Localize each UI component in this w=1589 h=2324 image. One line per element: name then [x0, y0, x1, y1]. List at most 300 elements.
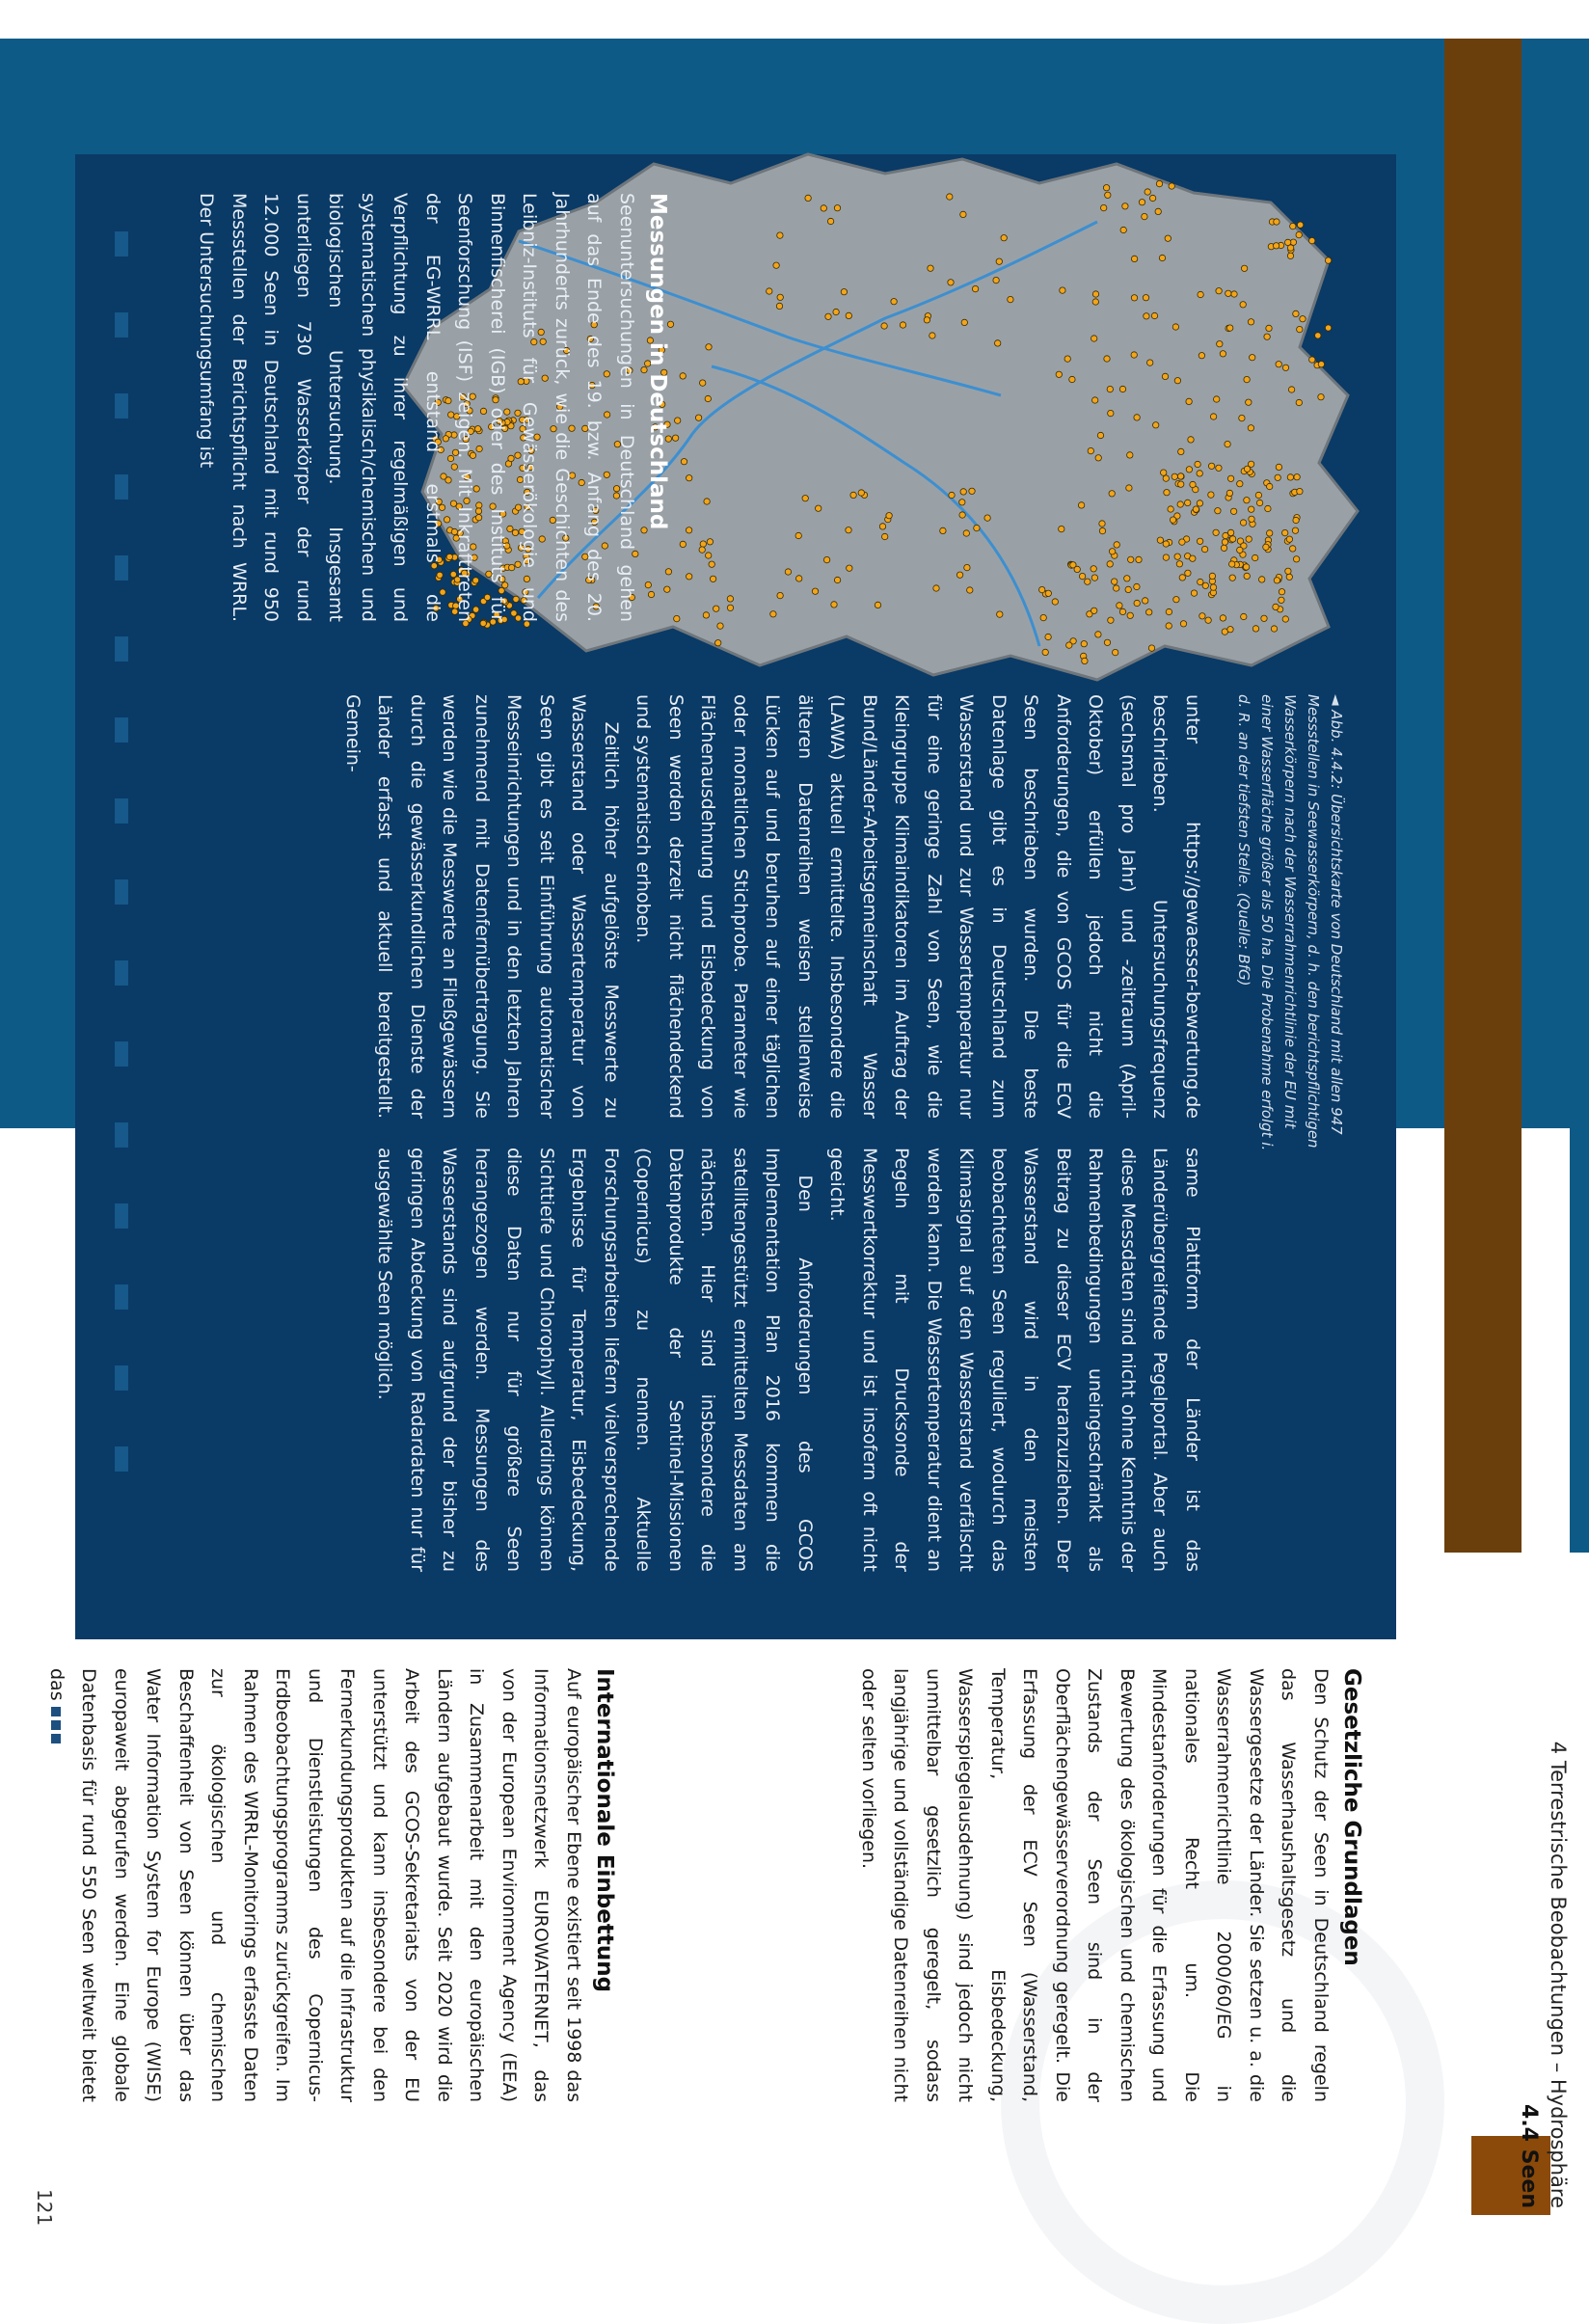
lake-station-marker — [1208, 492, 1214, 498]
lake-station-marker — [1001, 235, 1007, 241]
lake-station-marker — [1119, 386, 1125, 392]
lake-station-marker — [1120, 227, 1126, 232]
lake-station-marker — [805, 195, 811, 201]
brown-accent-band — [1444, 39, 1522, 1553]
lake-station-marker — [1179, 575, 1185, 581]
lake-station-marker — [1282, 365, 1288, 370]
lake-station-marker — [1134, 415, 1140, 420]
lake-station-marker — [882, 533, 888, 539]
lake-station-marker — [940, 527, 946, 533]
lake-station-marker — [834, 205, 840, 211]
lake-station-marker — [1293, 311, 1299, 316]
lake-station-marker — [1042, 649, 1048, 655]
lake-station-marker — [1267, 483, 1273, 489]
lake-station-marker — [947, 194, 953, 200]
lake-station-marker — [1174, 378, 1180, 384]
lake-station-marker — [1099, 527, 1105, 533]
lake-station-marker — [1188, 437, 1194, 443]
lake-station-marker — [1264, 334, 1270, 339]
lake-station-marker — [1271, 626, 1277, 632]
lake-station-marker — [1274, 219, 1279, 225]
lake-station-marker — [700, 541, 706, 547]
lake-station-marker — [881, 323, 887, 329]
lake-station-marker — [776, 303, 782, 309]
lake-station-marker — [1079, 573, 1085, 579]
legal-section — [673, 1668, 1367, 2102]
lake-station-marker — [1104, 639, 1110, 645]
lake-station-marker — [1215, 508, 1221, 514]
lake-station-marker — [1227, 475, 1233, 481]
lake-station-marker — [686, 527, 691, 533]
measurements-paragraph-3b: Den Anforderungen des GCOS Implementation Plan 2016 kommen die satellitengestützt ermittelten Messdaten am nächsten. Hier sind insbesondere die Datenprodukte der Sentinel-Missionen (Copernicus) zu nennen. Aktuelle Forschungsarbeiten liefern vielversprechende Ergebnisse für Temperatur, Eisbedeckung, Sichttiefe und Chlorophyll. Allerdings können diese Daten nur für größere Seen herangezogen werden. Messungen des Wasserstands sind aufgrund der bisher zu geringen Abdeckung von Radardaten nur für ausgewählte Seen möglich. — [374, 1148, 816, 1572]
lake-station-marker — [704, 499, 710, 504]
lake-station-marker — [1275, 474, 1280, 480]
lake-station-marker — [1300, 316, 1306, 322]
lake-station-marker — [1198, 353, 1204, 359]
lake-station-marker — [1287, 253, 1293, 258]
lake-station-marker — [1201, 546, 1207, 552]
lake-station-marker — [1169, 183, 1174, 189]
lake-station-marker — [1045, 634, 1051, 639]
lake-station-marker — [1081, 641, 1087, 647]
figure-caption: ◄ Abb. 4.4.2: Übersichtskarte von Deutschland mit allen 947 Messstellen in Seewasserkörpern, d. h. den berichtspflichtigen Wasserkörpern nach der Wasserrahmenrichtlinie der EU mit einer Wasserfläche größer als 50 ha. Die Probenahme erfolgt i. d. R. an der tiefsten Stelle. (Quelle: BfG) — [1235, 694, 1345, 1151]
lake-station-marker — [1144, 313, 1149, 319]
lake-station-marker — [929, 333, 935, 338]
lake-station-marker — [821, 205, 826, 211]
lake-station-marker — [706, 553, 712, 558]
lake-station-marker — [1105, 192, 1111, 198]
lake-station-marker — [1199, 613, 1205, 619]
lake-station-marker — [1091, 566, 1096, 572]
lake-station-marker — [1066, 642, 1072, 648]
lake-station-marker — [1274, 578, 1279, 583]
lake-station-marker — [1249, 516, 1254, 522]
lake-station-marker — [1148, 645, 1154, 651]
lake-station-marker — [1208, 463, 1214, 469]
lake-station-marker — [879, 524, 885, 529]
lake-station-marker — [1155, 208, 1161, 214]
lake-station-marker — [1186, 398, 1192, 404]
lake-station-marker — [1221, 545, 1226, 551]
lake-station-marker — [1282, 616, 1288, 622]
lake-station-marker — [1216, 288, 1222, 294]
lake-station-marker — [703, 612, 709, 618]
measurements-heading: Messungen in Deutschland — [645, 193, 670, 530]
lake-station-marker — [1170, 517, 1175, 523]
lake-station-marker — [1157, 537, 1163, 543]
legal-heading: Gesetzliche Grundlagen — [1339, 1668, 1364, 1966]
lake-station-marker — [1296, 231, 1302, 237]
lake-station-marker — [1325, 325, 1331, 331]
lake-station-marker — [1078, 502, 1084, 508]
lake-station-marker — [1008, 296, 1013, 302]
lake-station-marker — [1216, 465, 1222, 471]
lake-station-marker — [1136, 556, 1142, 562]
lake-station-marker — [1225, 441, 1230, 446]
lake-station-marker — [1108, 410, 1114, 416]
lake-station-marker — [1214, 396, 1220, 402]
lake-station-marker — [1114, 542, 1119, 548]
lake-station-marker — [1229, 536, 1235, 542]
lake-station-marker — [1287, 245, 1293, 251]
lake-station-marker — [847, 565, 852, 571]
legal-paragraph: Den Schutz der Seen in Deutschland regeln das Wasserhaushaltsgesetz und die Wassergesetze der Länder. Sie setzen u. a. die Wasserrahmenrichtlinie 2000/60/EG in nationales Recht um. Die Mindestanforderungen für die Erfassung und Bewertung des ökologischen und chemischen Zustands der Seen sind in der Oberflächengewässerverordnung geregelt. Die Erfassung der ECV Seen (Wasserstand, Temperatur, Eisbedeckung, Wasserspiegelausdehnung) sind jedoch nicht unmittelbar gesetzlich geregelt, sodass langjährige und vollständige Datenreihen nicht oder selten vorliegen. — [858, 1668, 1332, 2102]
lake-station-marker — [812, 588, 818, 594]
lake-station-marker — [1165, 235, 1171, 241]
lake-station-marker — [984, 515, 990, 521]
lake-station-marker — [891, 299, 897, 305]
lake-station-marker — [1290, 223, 1296, 229]
lake-station-marker — [1265, 505, 1271, 511]
lake-station-marker — [1210, 584, 1216, 590]
lake-station-marker — [1112, 579, 1118, 584]
lake-station-marker — [1292, 527, 1298, 533]
lake-station-marker — [1088, 447, 1093, 453]
lake-station-marker — [1125, 586, 1131, 592]
section-title: 4.4 Seen — [1517, 2104, 1541, 2208]
lake-station-marker — [1099, 521, 1105, 527]
lake-station-marker — [1128, 556, 1134, 562]
international-paragraph — [40, 1668, 590, 2102]
lake-station-marker — [705, 395, 711, 401]
lake-station-marker — [1131, 256, 1137, 261]
lake-station-marker — [833, 309, 839, 314]
lake-station-marker — [846, 527, 851, 533]
lake-station-marker — [960, 489, 966, 495]
lake-station-marker — [1290, 546, 1296, 552]
lake-station-marker — [823, 556, 829, 562]
lake-station-marker — [695, 415, 701, 420]
page-number: 121 — [33, 2189, 56, 2227]
lake-station-marker — [1119, 608, 1125, 614]
lake-station-marker — [875, 602, 880, 608]
lake-station-marker — [672, 435, 678, 441]
lake-station-marker — [1231, 291, 1237, 297]
lake-station-marker — [1225, 290, 1231, 296]
lake-station-marker — [1285, 568, 1291, 574]
lake-station-marker — [1172, 473, 1177, 479]
lake-station-marker — [1267, 530, 1273, 536]
lake-station-marker — [1246, 399, 1252, 405]
lake-station-marker — [802, 496, 808, 501]
lake-station-marker — [767, 288, 772, 294]
lake-station-marker — [858, 490, 864, 496]
lake-station-marker — [1163, 475, 1169, 481]
lake-station-marker — [770, 611, 776, 617]
lake-station-marker — [1173, 597, 1179, 603]
lake-station-marker — [993, 277, 999, 283]
lake-station-marker — [1143, 295, 1148, 301]
lake-station-marker — [1109, 491, 1115, 497]
lake-station-marker — [1124, 576, 1130, 581]
lake-station-marker — [972, 285, 978, 291]
lake-station-marker — [1142, 213, 1147, 219]
lake-station-marker — [1159, 255, 1165, 260]
lake-station-marker — [1122, 203, 1128, 209]
measurements-column-3 — [85, 1148, 1208, 1572]
lake-station-marker — [1255, 492, 1261, 498]
lake-station-marker — [1177, 501, 1183, 507]
lake-station-marker — [974, 525, 980, 530]
lake-station-marker — [1286, 536, 1292, 542]
lake-station-marker — [997, 611, 1003, 617]
lake-station-marker — [1127, 612, 1133, 618]
lake-station-marker — [1252, 626, 1258, 632]
lake-station-marker — [1045, 590, 1051, 596]
lake-station-marker — [1069, 376, 1075, 382]
lake-station-marker — [1248, 319, 1253, 325]
lake-station-marker — [699, 547, 705, 553]
lake-station-marker — [825, 313, 831, 319]
lake-station-marker — [827, 218, 833, 224]
lake-station-marker — [1114, 585, 1119, 591]
lake-station-marker — [831, 602, 837, 608]
lake-station-marker — [795, 532, 801, 538]
lake-station-marker — [1250, 355, 1255, 361]
lake-station-marker — [1266, 325, 1272, 331]
lake-station-marker — [1161, 470, 1167, 475]
lake-station-marker — [1109, 549, 1115, 554]
lake-station-marker — [777, 592, 783, 598]
lake-station-marker — [1248, 425, 1253, 431]
lake-station-marker — [1237, 481, 1243, 487]
lake-station-marker — [1149, 195, 1155, 201]
lake-station-marker — [964, 564, 970, 570]
lake-station-marker — [1097, 432, 1103, 438]
lake-station-marker — [959, 500, 965, 505]
lake-station-marker — [886, 513, 892, 519]
lake-station-marker — [1107, 386, 1113, 392]
lake-station-marker — [1074, 566, 1080, 572]
lake-station-marker — [1103, 185, 1109, 191]
lake-station-marker — [850, 492, 856, 498]
lake-station-marker — [675, 418, 681, 423]
measurements-paragraph-1: Seenuntersuchungen in Deutschland gehen auf das Ende des 19. bzw. Anfang des 20. Jahrhunderts zurück, wie die Geschichten des Leibniz-Instituts für Gewässerökologie und Binnenfischerei (IGB) oder des Instituts für Seenforschung (ISF) zeigen. Mit Inkrafttreten der EG-WRRL entstand erstmals die Verpflichtung zu ihrer regelmäßigen und systematischen physikalisch/chemischen und biologischen Untersuchung. Insgesamt unterliegen 730 Wasserkörper der rund 12.000 Seen in Deutschland mit rund 950 Messstellen der Berichtspflicht nach WRRL. Der Untersuchungsumfang ist — [196, 193, 637, 622]
measurements-paragraph-2a: unter https://gewaesser-bewertung.de beschrieben. Untersuchungsfrequenz (sechsmal pro Jahr) und -zeitraum (April-Oktober) erfüllen jedoch nicht die Anforderungen, die von GCOS für die ECV Seen beschrieben wurden. Die beste Datenlage gibt es in Deutschland zum Wasserstand und zur Wassertemperatur nur für eine geringe Zahl von Seen, wie die Kleingruppe Klimaindikatoren im Auftrag der Bund/Länder-Arbeitsgemeinschaft Wasser (LAWA) aktuell ermittelte. Insbesondere die älteren Datenreihen weisen stellenweise Lücken auf und beruhen auf einer täglichen oder monatlichen Stichprobe. Parameter wie Flächenausdehnung und Eisbedeckung von Seen werden derzeit nicht flächendeckend und systematisch erhoben. — [633, 694, 1203, 1119]
measurements-column-1 — [94, 193, 673, 622]
lake-station-marker — [1193, 506, 1198, 512]
lake-station-marker — [995, 340, 1001, 346]
continued-marker — [52, 1707, 62, 1743]
lake-station-marker — [933, 585, 939, 591]
international-heading: Internationale Einbettung — [592, 1668, 617, 1993]
lake-station-marker — [1309, 237, 1315, 243]
lake-station-marker — [1131, 352, 1137, 358]
lake-station-marker — [1139, 200, 1145, 205]
lake-station-marker — [1056, 371, 1062, 377]
lake-station-marker — [1240, 302, 1246, 308]
top-blue-strip — [1570, 39, 1589, 1553]
measurements-paragraph-3a: same Plattform der Länder ist das Länderübergreifende Pegelportal. Aber auch diese Messdaten sind nicht ohne Kenntnis der Rahmenbedingungen uneingeschränkt als Beitrag zu dieser ECV heranzuziehen. Der Wasserstand wird in den meisten beobachteten Seen reguliert, wodurch das Klimasignal auf den Wasserstand verfälscht werden kann. Die Wassertemperatur dient an Pegeln mit Drucksonde der Messwertkorrektur und ist insofern oft nicht geeicht. — [826, 1148, 1203, 1572]
lake-station-marker — [1279, 597, 1284, 603]
lake-station-marker — [1104, 356, 1110, 362]
lake-station-marker — [1092, 397, 1098, 403]
lake-station-marker — [1210, 414, 1216, 419]
lake-station-marker — [1145, 189, 1150, 195]
lake-station-marker — [1318, 394, 1324, 400]
lake-station-marker — [777, 294, 783, 300]
lake-station-marker — [717, 623, 723, 629]
lake-station-marker — [1273, 243, 1279, 249]
lake-station-marker — [1095, 632, 1101, 637]
lake-station-marker — [1134, 600, 1140, 606]
international-section — [41, 1668, 620, 2102]
lake-station-marker — [796, 576, 802, 581]
lake-station-marker — [1261, 615, 1267, 621]
lake-station-marker — [1197, 500, 1202, 506]
lake-station-marker — [1156, 180, 1162, 186]
lake-station-marker — [956, 572, 962, 578]
lake-station-marker — [1244, 573, 1250, 579]
lake-station-marker — [727, 596, 733, 602]
lake-station-marker — [727, 605, 733, 610]
lake-station-marker — [1147, 360, 1153, 365]
lake-station-marker — [1276, 362, 1281, 367]
lake-station-marker — [1162, 373, 1168, 379]
lake-station-marker — [1134, 583, 1140, 589]
lake-station-marker — [1273, 604, 1279, 609]
running-header — [1444, 1630, 1570, 2208]
lake-station-marker — [1263, 544, 1269, 550]
lake-station-marker — [1186, 467, 1192, 473]
lake-station-marker — [1059, 526, 1064, 531]
lake-station-marker — [1286, 574, 1292, 580]
lake-station-marker — [1287, 474, 1293, 480]
lake-station-marker — [834, 577, 840, 582]
lake-station-marker — [1297, 222, 1303, 228]
lake-station-marker — [773, 262, 779, 268]
lake-station-marker — [714, 606, 719, 611]
lake-station-marker — [816, 505, 821, 511]
lake-station-marker — [1293, 517, 1299, 523]
lake-station-marker — [846, 312, 851, 318]
lake-station-marker — [1252, 554, 1258, 560]
lake-station-marker — [1163, 554, 1169, 560]
lake-station-marker — [1180, 621, 1186, 627]
lake-station-marker — [1296, 399, 1302, 405]
lake-station-marker — [1244, 466, 1250, 472]
lake-station-marker — [1246, 536, 1252, 542]
lake-station-marker — [1241, 613, 1247, 619]
lake-station-marker — [1220, 615, 1225, 621]
lake-station-marker — [948, 280, 954, 285]
lake-station-marker — [709, 561, 714, 567]
lake-station-marker — [1226, 490, 1232, 496]
lake-station-marker — [1315, 333, 1321, 338]
lake-station-marker — [996, 258, 1002, 264]
lake-station-marker — [928, 265, 933, 271]
lake-station-marker — [777, 232, 783, 238]
lake-station-marker — [960, 211, 966, 217]
lake-station-marker — [1091, 336, 1097, 341]
lake-station-marker — [1060, 287, 1065, 293]
lake-station-marker — [1191, 590, 1197, 596]
lake-station-marker — [963, 530, 969, 536]
lake-station-marker — [1052, 599, 1058, 605]
lake-station-marker — [1101, 204, 1107, 210]
lake-station-marker — [1297, 488, 1303, 494]
lake-station-marker — [674, 615, 680, 621]
lake-station-marker — [1249, 506, 1254, 512]
lake-station-marker — [1064, 356, 1070, 362]
lake-station-marker — [715, 640, 721, 646]
lake-station-marker — [1143, 598, 1148, 604]
lake-station-marker — [1176, 561, 1182, 567]
lake-station-marker — [841, 289, 847, 295]
lake-station-marker — [1091, 575, 1097, 581]
lake-station-marker — [1174, 554, 1180, 559]
lake-station-marker — [1107, 561, 1113, 567]
lake-station-marker — [1153, 422, 1159, 428]
lake-station-marker — [961, 319, 967, 325]
lake-station-marker — [1241, 265, 1247, 271]
lake-station-marker — [1179, 539, 1185, 545]
lake-station-marker — [1092, 299, 1098, 305]
lake-station-marker — [967, 587, 973, 593]
lake-station-marker — [1085, 579, 1091, 584]
lake-station-marker — [785, 569, 791, 575]
lake-station-marker — [700, 380, 706, 386]
lake-station-marker — [924, 317, 929, 323]
lake-station-marker — [1151, 312, 1157, 318]
lake-station-marker — [949, 492, 955, 498]
lake-station-marker — [1244, 498, 1250, 503]
lake-station-marker — [1108, 617, 1114, 623]
lake-station-marker — [1297, 326, 1303, 332]
lake-station-marker — [1117, 603, 1122, 608]
lake-station-marker — [1095, 455, 1101, 461]
lake-station-marker — [1039, 586, 1045, 592]
lake-station-marker — [1163, 541, 1169, 547]
lake-station-marker — [1288, 387, 1294, 392]
lake-station-marker — [1276, 464, 1281, 470]
lake-station-marker — [680, 373, 686, 379]
lake-station-marker — [1318, 362, 1324, 367]
lake-station-marker — [1229, 575, 1235, 581]
lake-station-marker — [1164, 490, 1170, 496]
lake-station-marker — [959, 512, 965, 518]
lake-station-marker — [1177, 473, 1183, 479]
lake-station-marker — [1243, 564, 1249, 570]
lake-station-marker — [1229, 561, 1235, 567]
lake-station-marker — [1190, 555, 1196, 561]
lake-station-marker — [710, 576, 715, 581]
lake-station-marker — [1168, 506, 1173, 512]
lake-station-marker — [1227, 325, 1233, 331]
lake-station-marker — [1237, 547, 1243, 553]
lake-station-marker — [681, 459, 687, 465]
lake-station-marker — [1172, 324, 1178, 330]
lake-station-marker — [1222, 539, 1227, 545]
lake-station-marker — [1309, 357, 1315, 363]
lake-station-marker — [1202, 582, 1208, 588]
lake-station-marker — [1220, 351, 1225, 357]
lake-station-marker — [1131, 295, 1137, 301]
lake-station-marker — [1227, 529, 1233, 535]
lake-station-marker — [680, 541, 686, 547]
lake-station-marker — [1197, 538, 1202, 544]
lake-station-marker — [1127, 452, 1133, 458]
lake-station-marker — [706, 344, 712, 350]
lake-station-marker — [1091, 608, 1097, 613]
lake-station-marker — [1279, 589, 1284, 595]
lake-station-marker — [1195, 461, 1200, 467]
lake-station-marker — [969, 488, 975, 494]
lake-station-marker — [1256, 500, 1262, 505]
lake-station-marker — [1217, 341, 1223, 347]
lake-station-marker — [1146, 609, 1152, 615]
lake-station-marker — [900, 322, 905, 328]
